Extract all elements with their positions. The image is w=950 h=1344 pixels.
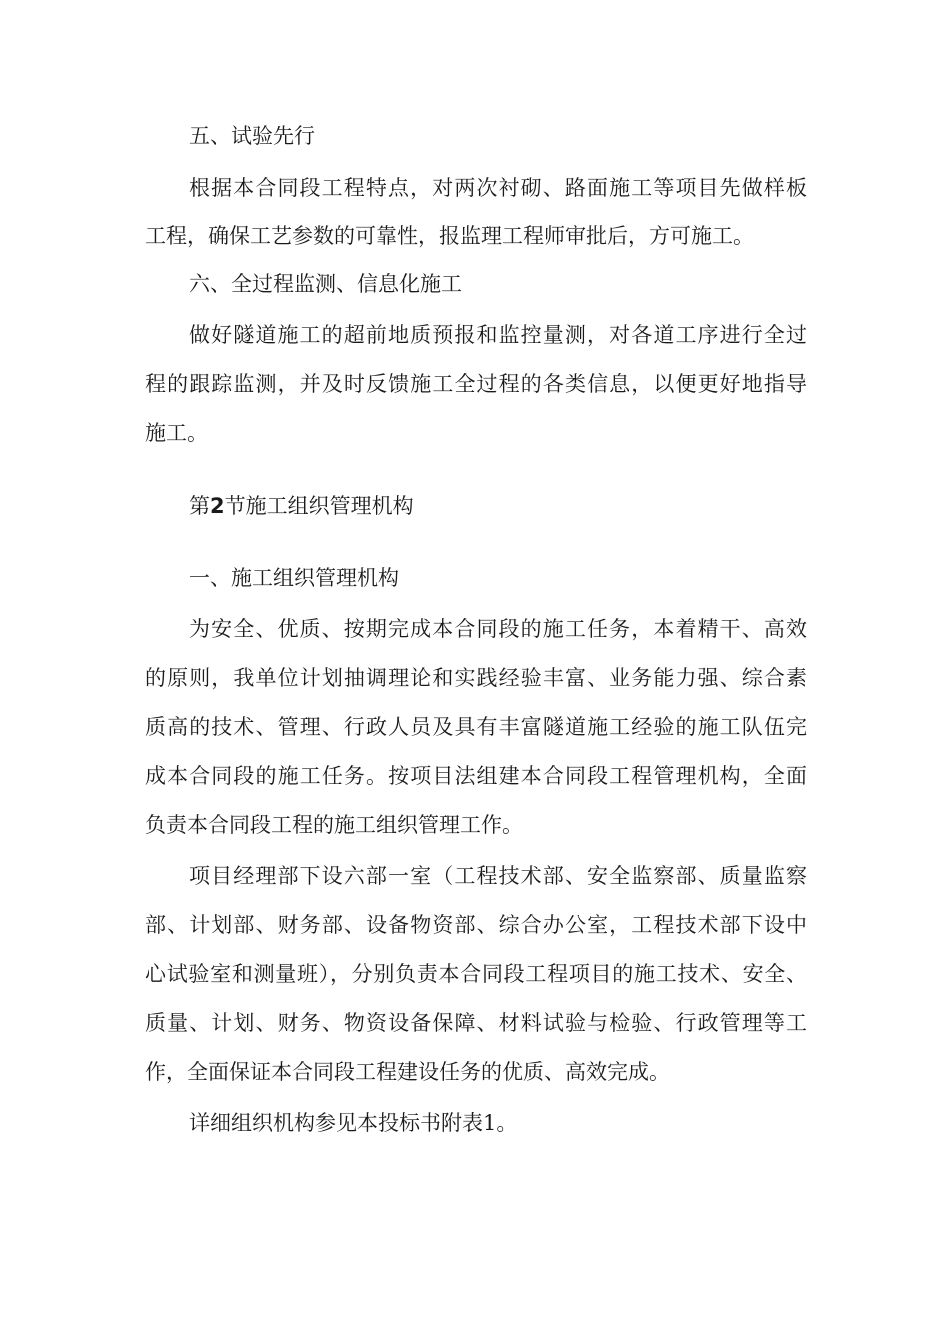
paragraph-line: 成本合同段的施工任务。按项目法组建本合同段工程管理机构，全面: [145, 764, 807, 788]
heading-organization: 一、施工组织管理机构: [189, 566, 399, 590]
paragraph-line: 详细组织机构参见本投标书附表1。: [189, 1111, 518, 1135]
paragraph-line: 质量、计划、财务、物资设备保障、材料试验与检验、行政管理等工: [145, 1011, 807, 1035]
paragraph-line: 施工。: [145, 421, 208, 445]
section-prefix: 第: [189, 494, 210, 518]
paragraph-line: 负责本合同段工程的施工组织管理工作。: [145, 813, 523, 837]
section-title: [189, 491, 807, 521]
section-suffix: 节施工组织管理机构: [224, 494, 414, 518]
paragraph-line: 工程，确保工艺参数的可靠性，报监理工程师审批后，方可施工。: [145, 224, 754, 248]
paragraph-line: 做好隧道施工的超前地质预报和监控量测，对各道工序进行全过: [189, 323, 807, 347]
paragraph-line: 作，全面保证本合同段工程建设任务的优质、高效完成。: [145, 1060, 670, 1084]
section-number: 2: [210, 494, 225, 518]
paragraph-line: 的原则，我单位计划抽调理论和实践经验丰富、业务能力强、综合素: [145, 666, 807, 690]
paragraph-line: 程的跟踪监测，并及时反馈施工全过程的各类信息，以便更好地指导: [145, 372, 807, 396]
paragraph-line: 为安全、优质、按期完成本合同段的施工任务，本着精干、高效: [189, 617, 807, 641]
paragraph-line: 心试验室和测量班），分别负责本合同段工程项目的施工技术、安全、: [145, 962, 807, 986]
paragraph-line: 质高的技术、管理、行政人员及具有丰富隧道施工经验的施工队伍完: [145, 715, 807, 739]
heading-full-process-monitoring: 六、全过程监测、信息化施工: [189, 272, 462, 296]
paragraph-line: 部、计划部、财务部、设备物资部、综合办公室，工程技术部下设中: [145, 913, 807, 937]
heading-trial-first: 五、试验先行: [189, 124, 315, 148]
paragraph-line: 根据本合同段工程特点，对两次衬砌、路面施工等项目先做样板: [189, 176, 807, 200]
paragraph-line: 项目经理部下设六部一室（工程技术部、安全监察部、质量监察: [189, 864, 807, 888]
